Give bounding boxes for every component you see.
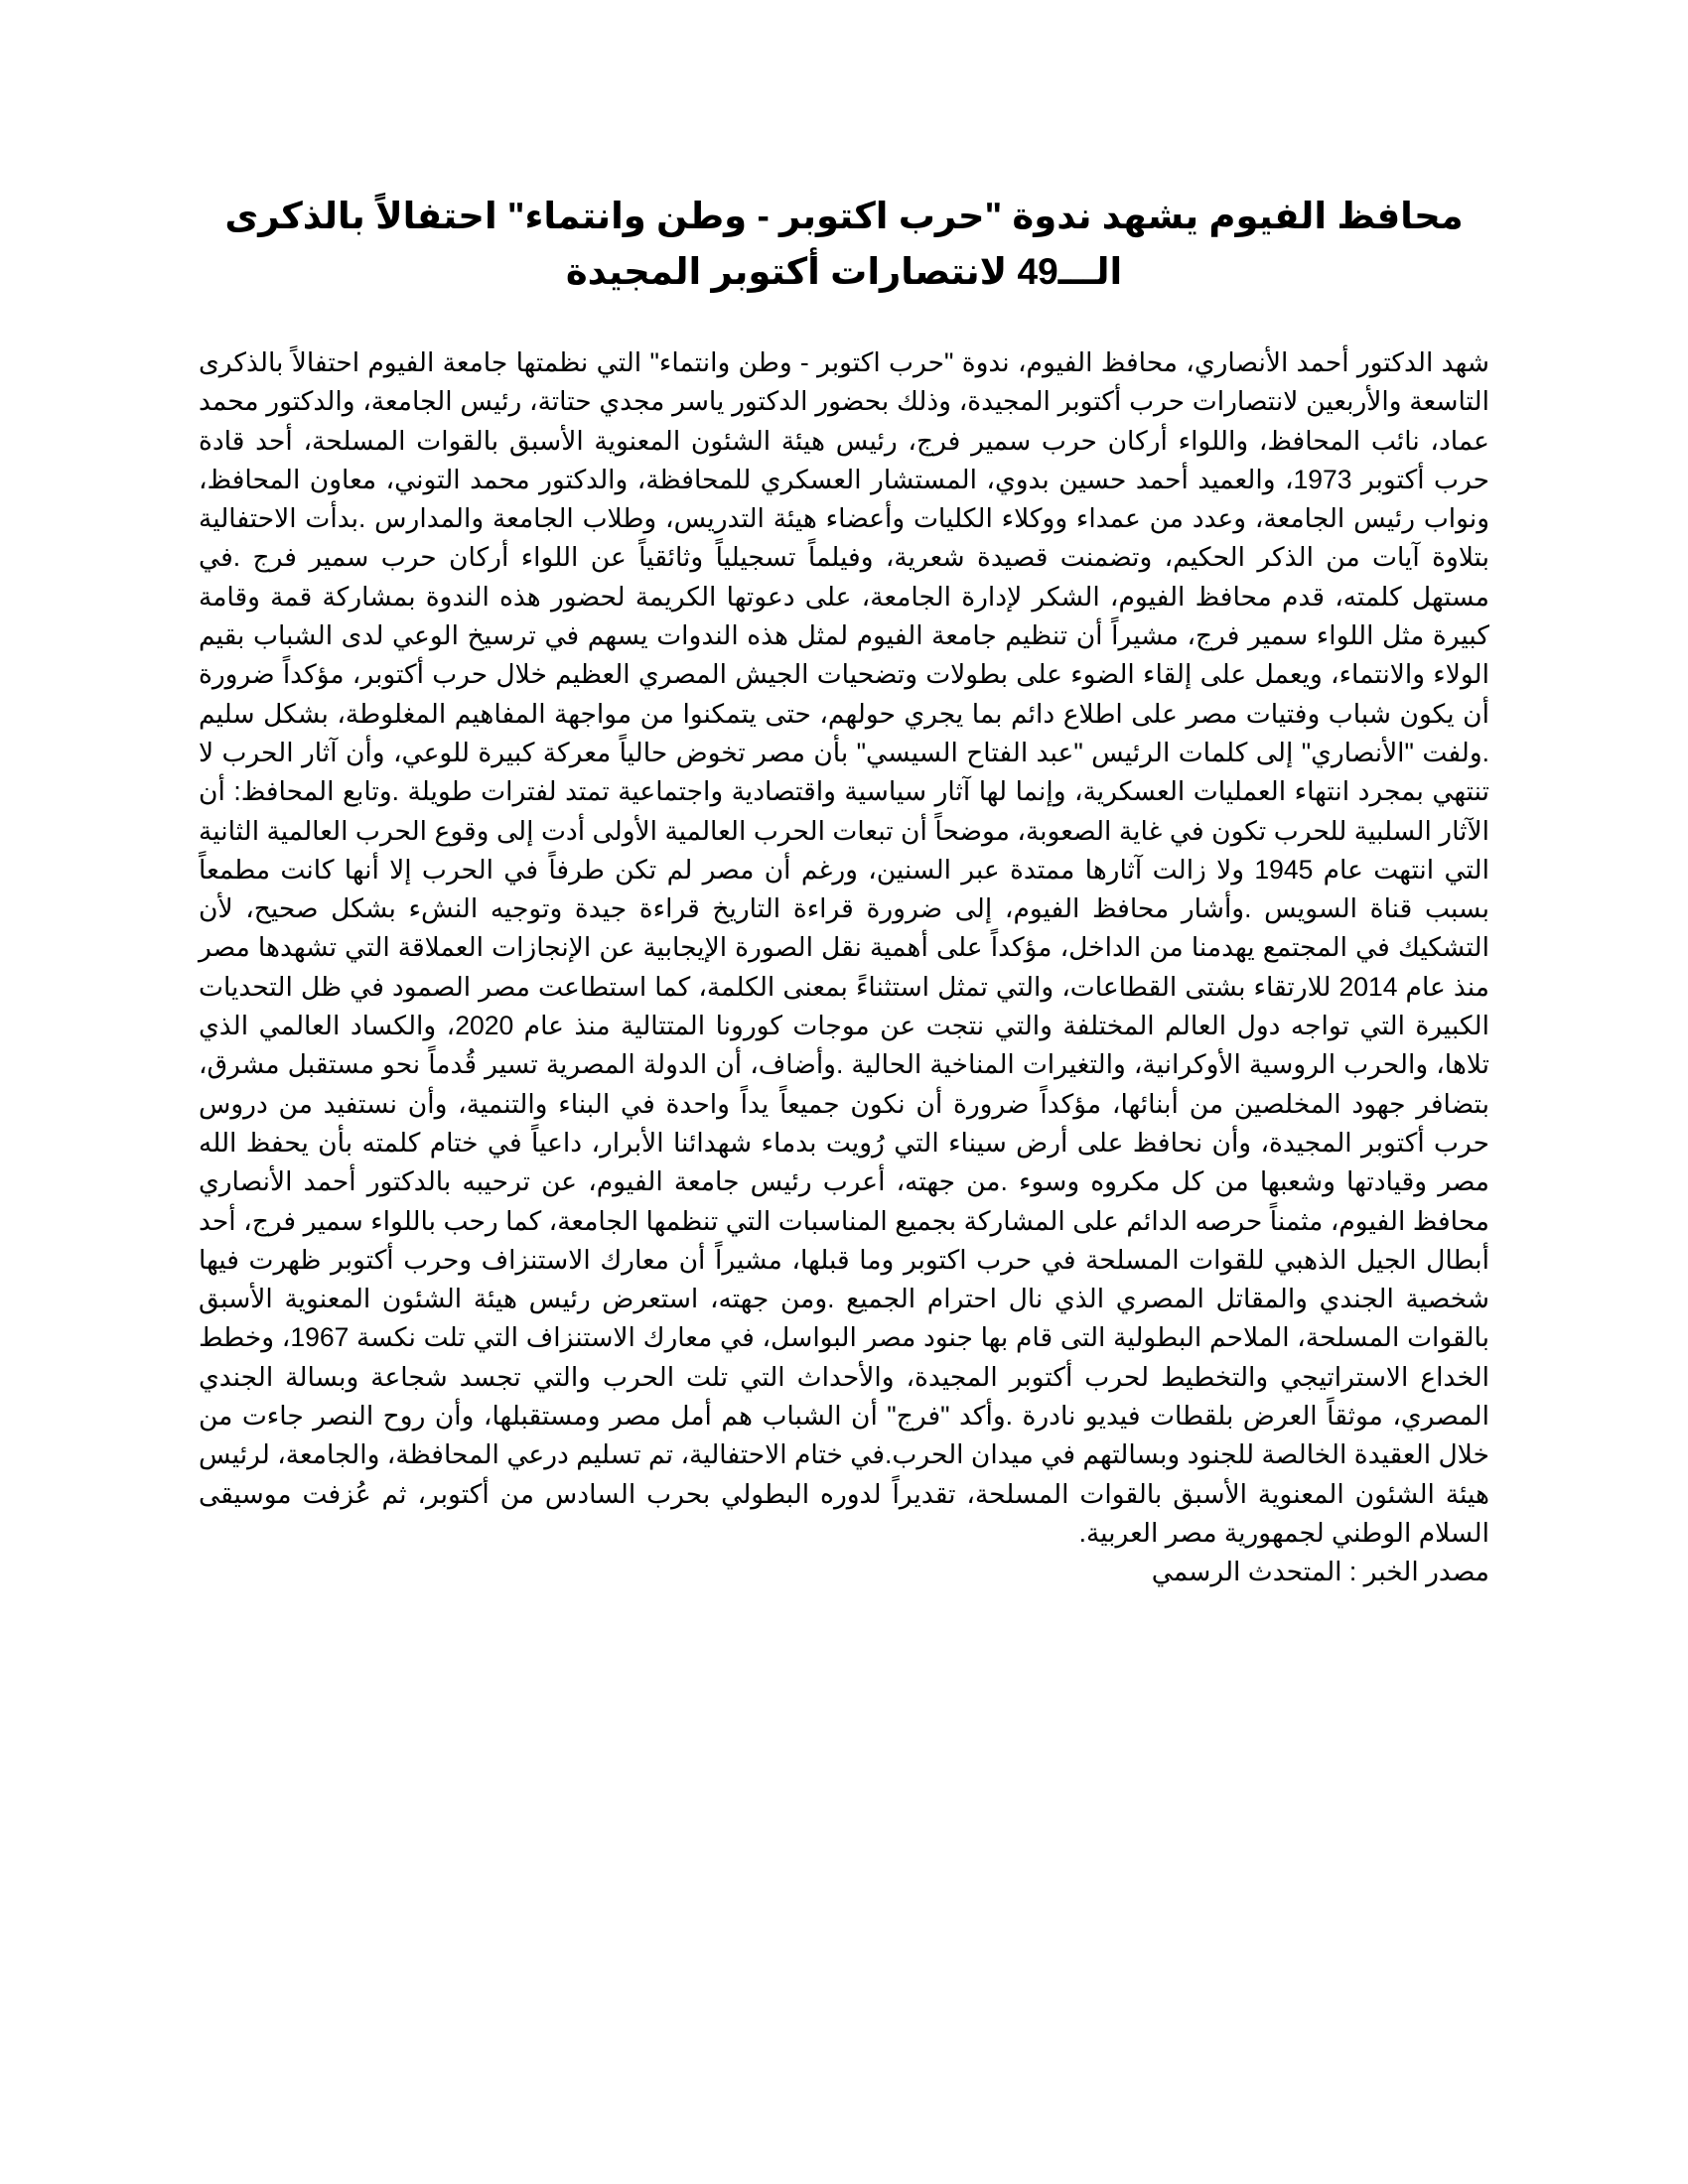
news-source: مصدر الخبر : المتحدث الرسمي <box>1151 1557 1489 1587</box>
document-body: شهد الدكتور أحمد الأنصاري، محافظ الفيوم، ندوة "حرب اكتوبر - وطن وانتماء" التي نظمتها جامعة الفيوم احتفالاً بالذكرى التاسعة والأربعين لانتصارات حرب أكتوبر المجيدة، وذلك بحضور الدكتور ياسر مجدي حتاتة، رئيس الجامعة، والدكتور محمد عماد، نائب المحافظ، واللواء أركان حرب سمير فرج، رئيس هيئة الشئون المعنوية الأسبق بالقوات المسلحة، أحد قادة حرب أكتوبر 1973، والعميد أحمد حسين بدوي، المستشار العسكري للمحافظة، والدكتور محمد التوني، معاون المحافظ، ونواب رئيس الجامعة، وعدد من عمداء ووكلاء الكليات وأعضاء هيئة التدريس، وطلاب الجامعة والمدارس .بدأت الاحتفالية بتلاوة آيات من الذكر الحكيم، وتضمنت قصيدة شعرية، وفيلماً تسجيلياً وثائقياً عن اللواء أركان حرب سمير فرج .في مستهل كلمته، قدم محافظ الفيوم، الشكر لإدارة الجامعة، على دعوتها الكريمة لحضور هذه الندوة بمشاركة قمة وقامة كبيرة مثل اللواء سمير فرج، مشيراً أن تنظيم جامعة الفيوم لمثل هذه الندوات يسهم في ترسيخ الوعي لدى الشباب بقيم الولاء والانتماء، ويعمل على إلقاء الضوء على بطولات وتضحيات الجيش المصري العظيم خلال حرب أكتوبر، مؤكداً ضرورة أن يكون شباب وفتيات مصر على اطلاع دائم بما يجري حولهم، حتى يتمكنوا من مواجهة المفاهيم المغلوطة، بشكل سليم .ولفت "الأنصاري" إلى كلمات الرئيس "عبد الفتاح السيسي" بأن مصر تخوض حالياً معركة كبيرة للوعي، وأن آثار الحرب لا تنتهي بمجرد انتهاء العمليات العسكرية، وإنما لها آثار سياسية واقتصادية واجتماعية تمتد لفترات طويلة .وتابع المحافظ: أن الآثار السلبية للحرب تكون في غاية الصعوبة، موضحاً أن تبعات الحرب العالمية الأولى أدت إلى وقوع الحرب العالمية الثانية التي انتهت عام 1945 ولا زالت آثارها ممتدة عبر السنين، ورغم أن مصر لم تكن طرفاً في الحرب إلا أنها كانت مطمعاً بسبب قناة السويس .وأشار محافظ الفيوم، إلى ضرورة قراءة التاريخ قراءة جيدة وتوجيه النشء بشكل صحيح، لأن التشكيك في المجتمع يهدمنا من الداخل، مؤكداً على أهمية نقل الصورة الإيجابية عن الإنجازات العملاقة التي تشهدها مصر منذ عام 2014 للارتقاء بشتى القطاعات، والتي تمثل استثناءً بمعنى الكلمة، كما استطاعت مصر الصمود في ظل التحديات الكبيرة التي تواجه دول العالم المختلفة والتي نتجت عن موجات كورونا المتتالية منذ عام 2020، والكساد العالمي الذي تلاها، والحرب الروسية الأوكرانية، والتغيرات المناخية الحالية .وأضاف، أن الدولة المصرية تسير قُدماً نحو مستقبل مشرق، بتضافر جهود المخلصين من أبنائها، مؤكداً ضرورة أن نكون جميعاً يداً واحدة في البناء والتنمية، وأن نستفيد من دروس حرب أكتوبر المجيدة، وأن نحافظ على أرض سيناء التي رُويت بدماء شهدائنا الأبرار، داعياً في ختام كلمته بأن يحفظ الله مصر وقيادتها وشعبها من كل مكروه وسوء .من جهته، أعرب رئيس جامعة الفيوم، عن ترحيبه بالدكتور أحمد الأنصاري محافظ الفيوم، مثمناً حرصه الدائم على المشاركة بجميع المناسبات التي تنظمها الجامعة، كما رحب باللواء سمير فرج، أحد أبطال الجيل الذهبي للقوات المسلحة في حرب اكتوبر وما قبلها، مشيراً أن معارك الاستنزاف وحرب أكتوبر ظهرت فيها شخصية الجندي والمقاتل المصري الذي نال احترام الجميع .ومن جهته، استعرض رئيس هيئة الشئون المعنوية الأسبق بالقوات المسلحة، الملاحم البطولية التى قام بها جنود مصر البواسل، في معارك الاستنزاف التي تلت نكسة 1967، وخطط الخداع الاستراتيجي والتخطيط لحرب أكتوبر المجيدة، والأحداث التي تلت الحرب والتي تجسد شجاعة وبسالة الجندي المصري، موثقاً العرض بلقطات فيديو نادرة .وأكد "فرج" أن الشباب هم أمل مصر ومستقبلها، وأن روح النصر جاءت من خلال العقيدة الخالصة للجنود وبسالتهم في ميدان الحرب.في ختام الاحتفالية، تم تسليم درعي المحافظة، والجامعة، لرئيس هيئة الشئون المعنوية الأسبق بالقوات المسلحة، تقديراً لدوره البطولي بحرب السادس من أكتوبر، ثم عُزفت موسيقى السلام الوطني لجمهورية مصر العربية. <box>199 347 1489 1548</box>
document-title: محافظ الفيوم يشهد ندوة "حرب اكتوبر - وطن وانتماء" احتفالاً بالذكرى الـــ49 لانتصارات أكتوبر المجيدة <box>224 196 1464 292</box>
document-page <box>199 189 1489 1592</box>
